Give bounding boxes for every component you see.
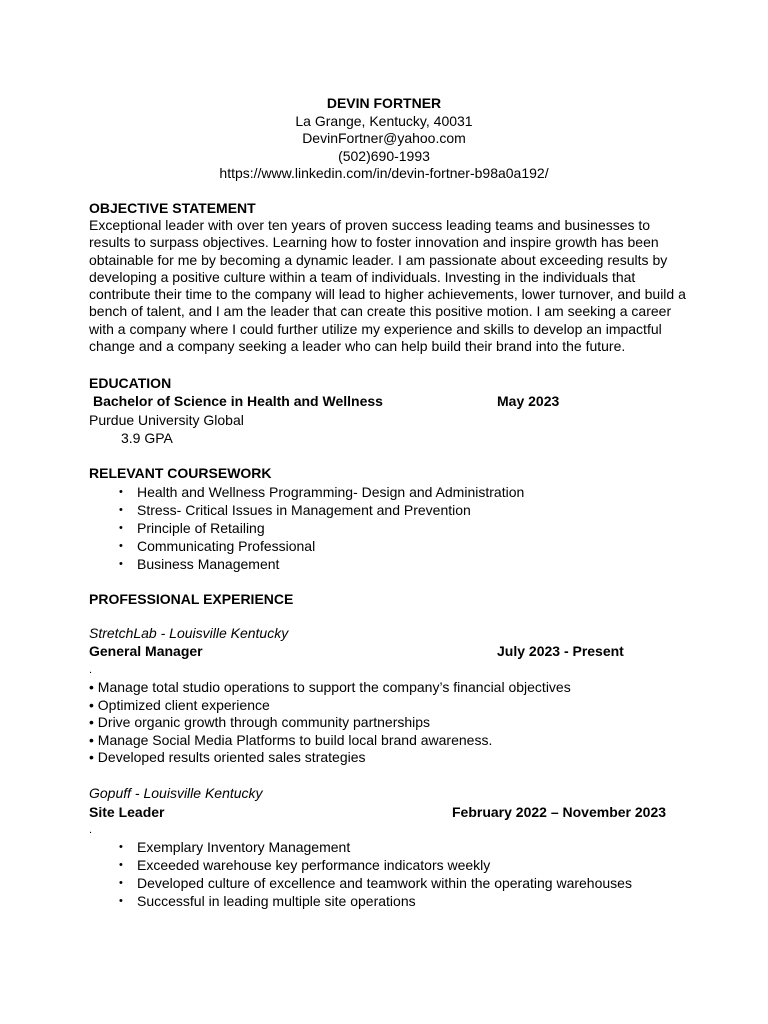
separator-dot: . <box>89 664 93 676</box>
job-company: StretchLab - Louisville Kentucky <box>89 625 289 641</box>
job-bullets <box>89 679 571 767</box>
list-item: • Exceeded warehouse key performance indicators weekly <box>119 856 632 874</box>
list-item: • Stress- Critical Issues in Management and Prevention <box>119 501 524 519</box>
list-item: • Optimized client experience <box>89 697 571 715</box>
education-heading: EDUCATION <box>89 375 172 391</box>
list-item: • Business Management <box>119 555 524 573</box>
job-title: Site Leader <box>89 804 165 820</box>
linkedin-url: https://www.linkedin.com/in/devin-fortner-b98a0a192/ <box>219 165 549 181</box>
list-item: • Developed results oriented sales strategies <box>89 749 571 767</box>
list-item: • Principle of Retailing <box>119 519 524 537</box>
gpa: 3.9 GPA <box>121 430 173 446</box>
job-company: Gopuff - Louisville Kentucky <box>89 785 263 801</box>
phone: (502)690-1993 <box>338 148 430 164</box>
school: Purdue University Global <box>89 412 244 428</box>
candidate-name: DEVIN FORTNER <box>326 95 442 111</box>
list-item: • Communicating Professional <box>119 537 524 555</box>
separator-dot: . <box>89 824 93 836</box>
list-item: • Successful in leading multiple site operations <box>119 892 632 910</box>
job-dates: February 2022 – November 2023 <box>452 804 667 820</box>
list-item: • Developed culture of excellence and teamwork within the operating warehouses <box>119 874 632 892</box>
experience-heading: PROFESSIONAL EXPERIENCE <box>89 591 294 607</box>
email: DevinFortner@yahoo.com <box>302 130 466 146</box>
coursework-heading: RELEVANT COURSEWORK <box>89 465 272 481</box>
job-bullets <box>119 838 632 910</box>
job-title: General Manager <box>89 643 203 659</box>
list-item: • Manage Social Media Platforms to build local brand awareness. <box>89 732 571 750</box>
objective-text: Exceptional leader with over ten years of proven success leading teams and businesses to results to surpass objectives. Learning how to foster innovation and inspire growth has been obtainable for me by becoming a dynamic leader. I am passionate about exceeding results by developing a positive culture within a team of individuals. Investing in the individuals that contribute their time to the company will lead to higher achievements, lower turnover, and build a bench of talent, and I am the leader that can create this positive motion. I am seeking a career with a company where I could further utilize my experience and skills to develop an impactful change and a company seeking a leader who can help build their brand into the future. <box>89 217 686 355</box>
degree: Bachelor of Science in Health and Wellness <box>93 393 383 409</box>
objective-heading: OBJECTIVE STATEMENT <box>89 200 256 216</box>
list-item: • Exemplary Inventory Management <box>119 838 632 856</box>
address: La Grange, Kentucky, 40031 <box>295 113 473 129</box>
job-dates: July 2023 - Present <box>497 643 624 659</box>
list-item: • Drive organic growth through community partnerships <box>89 714 571 732</box>
list-item: • Manage total studio operations to support the company’s financial objectives <box>89 679 571 697</box>
degree-date: May 2023 <box>497 393 560 409</box>
list-item: • Health and Wellness Programming- Design and Administration <box>119 483 524 501</box>
coursework-list <box>119 483 524 573</box>
